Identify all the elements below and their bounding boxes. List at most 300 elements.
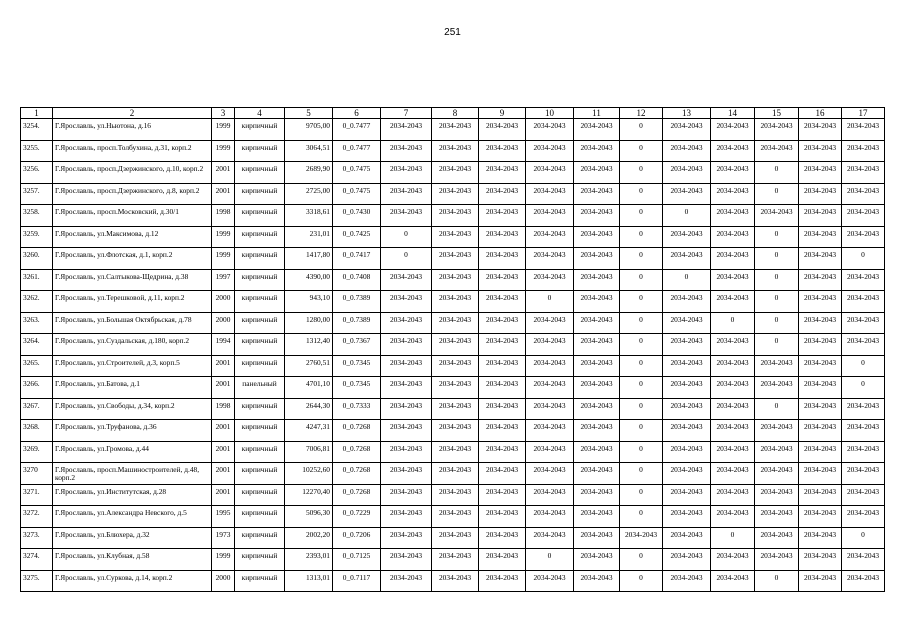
cell-year-built: 1994 <box>212 334 235 356</box>
cell-year-built: 1999 <box>212 226 235 248</box>
cell-period-col-13: 2034-2043 <box>663 291 711 313</box>
cell-period-col-10: 2034-2043 <box>526 527 574 549</box>
cell-row-number: 3262. <box>21 291 53 313</box>
cell-row-number: 3257. <box>21 183 53 205</box>
cell-address: Г.Ярославль, ул.Громова, д.44 <box>53 441 212 463</box>
cell-period-col-12: 0 <box>620 205 663 227</box>
table-row <box>21 420 885 442</box>
cell-period-col-11: 2034-2043 <box>574 334 620 356</box>
table-row <box>21 248 885 270</box>
cell-row-number: 3274. <box>21 549 53 571</box>
cell-period-col-17: 0 <box>842 377 885 399</box>
cell-period-col-11: 2034-2043 <box>574 162 620 184</box>
cell-period-col-14: 2034-2043 <box>711 570 755 592</box>
cell-period-col-16: 2034-2043 <box>799 119 842 141</box>
cell-period-col-13: 2034-2043 <box>663 334 711 356</box>
cell-year-built: 1997 <box>212 269 235 291</box>
cell-address: Г.Ярославль, ул.Терешковой, д.11, корп.2 <box>53 291 212 313</box>
cell-address: Г.Ярославль, ул.Флотская, д.1, корп.2 <box>53 248 212 270</box>
cell-period-col-10: 2034-2043 <box>526 140 574 162</box>
cell-period-col-9: 2034-2043 <box>479 377 526 399</box>
column-header-2: 2 <box>53 108 212 119</box>
cell-period-col-11: 2034-2043 <box>574 570 620 592</box>
cell-period-col-17: 2034-2043 <box>842 506 885 528</box>
cell-period-col-17: 2034-2043 <box>842 226 885 248</box>
table-row <box>21 334 885 356</box>
cell-period-col-16: 2034-2043 <box>799 183 842 205</box>
cell-period-col-15: 2034-2043 <box>755 463 799 485</box>
cell-index-value: 0_0.7417 <box>333 248 381 270</box>
table-body <box>21 119 885 592</box>
cell-row-number: 3267. <box>21 398 53 420</box>
table-row <box>21 441 885 463</box>
cell-year-built: 2001 <box>212 377 235 399</box>
cell-index-value: 0_0.7389 <box>333 291 381 313</box>
cell-period-col-11: 2034-2043 <box>574 248 620 270</box>
cell-period-col-15: 0 <box>755 248 799 270</box>
cell-period-col-12: 0 <box>620 248 663 270</box>
cell-period-col-13: 2034-2043 <box>663 312 711 334</box>
cell-area: 4247,31 <box>285 420 333 442</box>
cell-period-col-10: 2034-2043 <box>526 312 574 334</box>
cell-area: 2393,01 <box>285 549 333 571</box>
cell-wall-material: кирпичный <box>235 140 285 162</box>
column-header-3: 3 <box>212 108 235 119</box>
cell-row-number: 3272. <box>21 506 53 528</box>
cell-period-col-10: 2034-2043 <box>526 463 574 485</box>
cell-period-col-7: 2034-2043 <box>381 205 432 227</box>
cell-period-col-14: 2034-2043 <box>711 119 755 141</box>
cell-address: Г.Ярославль, ул.Суздальская, д.180, корп.2 <box>53 334 212 356</box>
cell-period-col-16: 2034-2043 <box>799 162 842 184</box>
cell-year-built: 1998 <box>212 205 235 227</box>
cell-period-col-16: 2034-2043 <box>799 377 842 399</box>
column-header-15: 15 <box>755 108 799 119</box>
cell-period-col-9: 2034-2043 <box>479 291 526 313</box>
data-table <box>20 107 885 592</box>
cell-index-value: 0_0.7268 <box>333 484 381 506</box>
cell-period-col-15: 2034-2043 <box>755 506 799 528</box>
cell-period-col-13: 2034-2043 <box>663 140 711 162</box>
cell-period-col-12: 0 <box>620 506 663 528</box>
cell-period-col-13: 2034-2043 <box>663 377 711 399</box>
cell-period-col-12: 0 <box>620 463 663 485</box>
cell-period-col-8: 2034-2043 <box>432 549 479 571</box>
page-number: 251 <box>444 27 461 38</box>
cell-period-col-11: 2034-2043 <box>574 420 620 442</box>
cell-period-col-10: 2034-2043 <box>526 269 574 291</box>
cell-period-col-13: 2034-2043 <box>663 463 711 485</box>
column-header-14: 14 <box>711 108 755 119</box>
cell-period-col-11: 2034-2043 <box>574 140 620 162</box>
cell-year-built: 2001 <box>212 463 235 485</box>
cell-year-built: 1999 <box>212 248 235 270</box>
cell-address: Г.Ярославль, ул.Салтыкова-Щедрина, д.38 <box>53 269 212 291</box>
cell-wall-material: кирпичный <box>235 549 285 571</box>
table-row <box>21 377 885 399</box>
cell-period-col-17: 2034-2043 <box>842 420 885 442</box>
table-row <box>21 312 885 334</box>
cell-period-col-10: 0 <box>526 291 574 313</box>
cell-period-col-7: 2034-2043 <box>381 162 432 184</box>
cell-period-col-13: 2034-2043 <box>663 441 711 463</box>
cell-address: Г.Ярославль, ул.Строителей, д.3, корп.5 <box>53 355 212 377</box>
cell-row-number: 3259. <box>21 226 53 248</box>
table-row <box>21 269 885 291</box>
cell-index-value: 0_0.7408 <box>333 269 381 291</box>
cell-period-col-15: 0 <box>755 570 799 592</box>
cell-period-col-12: 0 <box>620 355 663 377</box>
cell-period-col-14: 2034-2043 <box>711 549 755 571</box>
cell-period-col-14: 2034-2043 <box>711 140 755 162</box>
cell-period-col-15: 2034-2043 <box>755 119 799 141</box>
cell-period-col-17: 2034-2043 <box>842 398 885 420</box>
cell-year-built: 2001 <box>212 162 235 184</box>
cell-period-col-12: 0 <box>620 119 663 141</box>
cell-year-built: 2001 <box>212 420 235 442</box>
cell-area: 1312,40 <box>285 334 333 356</box>
cell-year-built: 2001 <box>212 441 235 463</box>
cell-period-col-14: 2034-2043 <box>711 484 755 506</box>
cell-period-col-12: 0 <box>620 334 663 356</box>
cell-period-col-9: 2034-2043 <box>479 398 526 420</box>
cell-year-built: 2000 <box>212 312 235 334</box>
cell-period-col-7: 2034-2043 <box>381 506 432 528</box>
cell-row-number: 3264. <box>21 334 53 356</box>
cell-period-col-11: 2034-2043 <box>574 398 620 420</box>
cell-period-col-9: 2034-2043 <box>479 269 526 291</box>
cell-period-col-12: 0 <box>620 484 663 506</box>
cell-year-built: 1995 <box>212 506 235 528</box>
cell-index-value: 0_0.7477 <box>333 140 381 162</box>
cell-period-col-14: 2034-2043 <box>711 398 755 420</box>
column-header-5: 5 <box>285 108 333 119</box>
cell-index-value: 0_0.7206 <box>333 527 381 549</box>
cell-period-col-15: 0 <box>755 162 799 184</box>
cell-period-col-10: 2034-2043 <box>526 570 574 592</box>
cell-period-col-11: 2034-2043 <box>574 549 620 571</box>
cell-period-col-16: 2034-2043 <box>799 355 842 377</box>
cell-row-number: 3270 <box>21 463 53 485</box>
cell-period-col-9: 2034-2043 <box>479 527 526 549</box>
cell-area: 10252,60 <box>285 463 333 485</box>
cell-wall-material: кирпичный <box>235 312 285 334</box>
cell-year-built: 2001 <box>212 484 235 506</box>
cell-period-col-12: 2034-2043 <box>620 527 663 549</box>
cell-wall-material: кирпичный <box>235 291 285 313</box>
cell-index-value: 0_0.7268 <box>333 463 381 485</box>
cell-period-col-10: 2034-2043 <box>526 183 574 205</box>
cell-period-col-15: 2034-2043 <box>755 140 799 162</box>
cell-row-number: 3256. <box>21 162 53 184</box>
cell-index-value: 0_0.7430 <box>333 205 381 227</box>
cell-period-col-17: 2034-2043 <box>842 291 885 313</box>
cell-period-col-13: 2034-2043 <box>663 506 711 528</box>
cell-period-col-14: 2034-2043 <box>711 377 755 399</box>
cell-wall-material: кирпичный <box>235 527 285 549</box>
cell-period-col-8: 2034-2043 <box>432 226 479 248</box>
cell-period-col-7: 0 <box>381 248 432 270</box>
cell-period-col-16: 2034-2043 <box>799 506 842 528</box>
cell-period-col-17: 2034-2043 <box>842 269 885 291</box>
table-row <box>21 570 885 592</box>
cell-period-col-11: 2034-2043 <box>574 183 620 205</box>
column-header-7: 7 <box>381 108 432 119</box>
cell-period-col-8: 2034-2043 <box>432 312 479 334</box>
cell-year-built: 1999 <box>212 549 235 571</box>
cell-address: Г.Ярославль, ул.Блюхера, д.32 <box>53 527 212 549</box>
cell-index-value: 0_0.7125 <box>333 549 381 571</box>
cell-period-col-13: 2034-2043 <box>663 355 711 377</box>
cell-period-col-16: 2034-2043 <box>799 312 842 334</box>
cell-period-col-17: 0 <box>842 248 885 270</box>
cell-period-col-7: 2034-2043 <box>381 527 432 549</box>
cell-period-col-8: 2034-2043 <box>432 119 479 141</box>
cell-address: Г.Ярославль, просп.Московский, д.30/1 <box>53 205 212 227</box>
cell-period-col-10: 2034-2043 <box>526 205 574 227</box>
cell-period-col-13: 2034-2043 <box>663 119 711 141</box>
cell-period-col-15: 0 <box>755 291 799 313</box>
cell-period-col-11: 2034-2043 <box>574 441 620 463</box>
cell-period-col-13: 2034-2043 <box>663 248 711 270</box>
cell-row-number: 3268. <box>21 420 53 442</box>
table-row <box>21 398 885 420</box>
cell-period-col-9: 2034-2043 <box>479 506 526 528</box>
cell-period-col-7: 2034-2043 <box>381 398 432 420</box>
cell-period-col-14: 2034-2043 <box>711 291 755 313</box>
cell-period-col-16: 2034-2043 <box>799 291 842 313</box>
cell-period-col-16: 2034-2043 <box>799 527 842 549</box>
cell-period-col-7: 2034-2043 <box>381 570 432 592</box>
cell-index-value: 0_0.7268 <box>333 420 381 442</box>
cell-period-col-16: 2034-2043 <box>799 420 842 442</box>
column-header-13: 13 <box>663 108 711 119</box>
cell-row-number: 3258. <box>21 205 53 227</box>
cell-period-col-8: 2034-2043 <box>432 398 479 420</box>
column-header-9: 9 <box>479 108 526 119</box>
cell-period-col-11: 2034-2043 <box>574 119 620 141</box>
cell-year-built: 1999 <box>212 119 235 141</box>
cell-period-col-7: 2034-2043 <box>381 355 432 377</box>
cell-area: 2689,90 <box>285 162 333 184</box>
cell-wall-material: кирпичный <box>235 420 285 442</box>
cell-period-col-17: 2034-2043 <box>842 484 885 506</box>
cell-row-number: 3263. <box>21 312 53 334</box>
cell-wall-material: кирпичный <box>235 441 285 463</box>
cell-wall-material: кирпичный <box>235 570 285 592</box>
cell-period-col-12: 0 <box>620 183 663 205</box>
cell-period-col-9: 2034-2043 <box>479 226 526 248</box>
cell-period-col-16: 2034-2043 <box>799 334 842 356</box>
cell-period-col-16: 2034-2043 <box>799 140 842 162</box>
cell-index-value: 0_0.7367 <box>333 334 381 356</box>
cell-period-col-9: 2034-2043 <box>479 334 526 356</box>
cell-row-number: 3254. <box>21 119 53 141</box>
cell-period-col-17: 2034-2043 <box>842 140 885 162</box>
cell-period-col-11: 2034-2043 <box>574 205 620 227</box>
cell-period-col-8: 2034-2043 <box>432 420 479 442</box>
cell-period-col-12: 0 <box>620 398 663 420</box>
cell-period-col-12: 0 <box>620 162 663 184</box>
cell-period-col-14: 2034-2043 <box>711 162 755 184</box>
cell-period-col-10: 2034-2043 <box>526 484 574 506</box>
cell-period-col-16: 2034-2043 <box>799 248 842 270</box>
cell-period-col-13: 2034-2043 <box>663 549 711 571</box>
cell-period-col-12: 0 <box>620 549 663 571</box>
cell-area: 7006,81 <box>285 441 333 463</box>
cell-area: 2760,51 <box>285 355 333 377</box>
cell-index-value: 0_0.7117 <box>333 570 381 592</box>
cell-period-col-16: 2034-2043 <box>799 398 842 420</box>
cell-period-col-11: 2034-2043 <box>574 312 620 334</box>
cell-period-col-16: 2034-2043 <box>799 549 842 571</box>
cell-period-col-13: 2034-2043 <box>663 484 711 506</box>
cell-period-col-8: 2034-2043 <box>432 570 479 592</box>
cell-index-value: 0_0.7389 <box>333 312 381 334</box>
cell-period-col-14: 2034-2043 <box>711 334 755 356</box>
cell-address: Г.Ярославль, ул.Труфанова, д.36 <box>53 420 212 442</box>
table-row <box>21 183 885 205</box>
column-header-10: 10 <box>526 108 574 119</box>
cell-period-col-13: 2034-2043 <box>663 570 711 592</box>
cell-wall-material: кирпичный <box>235 248 285 270</box>
cell-period-col-17: 2034-2043 <box>842 549 885 571</box>
cell-period-col-16: 2034-2043 <box>799 570 842 592</box>
cell-period-col-7: 2034-2043 <box>381 484 432 506</box>
cell-period-col-8: 2034-2043 <box>432 269 479 291</box>
cell-period-col-17: 2034-2043 <box>842 162 885 184</box>
cell-area: 231,01 <box>285 226 333 248</box>
cell-area: 4701,10 <box>285 377 333 399</box>
cell-address: Г.Ярославль, ул.Клубная, д.58 <box>53 549 212 571</box>
cell-area: 1280,00 <box>285 312 333 334</box>
cell-period-col-10: 2034-2043 <box>526 506 574 528</box>
cell-period-col-14: 0 <box>711 312 755 334</box>
cell-period-col-8: 2034-2043 <box>432 441 479 463</box>
cell-year-built: 2001 <box>212 183 235 205</box>
cell-period-col-8: 2034-2043 <box>432 506 479 528</box>
table-row <box>21 205 885 227</box>
cell-period-col-10: 2034-2043 <box>526 226 574 248</box>
cell-wall-material: кирпичный <box>235 398 285 420</box>
cell-period-col-12: 0 <box>620 312 663 334</box>
cell-period-col-14: 2034-2043 <box>711 463 755 485</box>
cell-period-col-10: 2034-2043 <box>526 334 574 356</box>
cell-year-built: 1998 <box>212 398 235 420</box>
cell-period-col-12: 0 <box>620 441 663 463</box>
cell-area: 2002,20 <box>285 527 333 549</box>
cell-period-col-10: 2034-2043 <box>526 355 574 377</box>
cell-period-col-14: 2034-2043 <box>711 506 755 528</box>
table-row <box>21 162 885 184</box>
cell-period-col-12: 0 <box>620 291 663 313</box>
cell-area: 4390,00 <box>285 269 333 291</box>
cell-address: Г.Ярославль, просп.Машиностроителей, д.48, корп.2 <box>53 463 212 485</box>
cell-period-col-7: 2034-2043 <box>381 291 432 313</box>
column-header-4: 4 <box>235 108 285 119</box>
cell-row-number: 3275. <box>21 570 53 592</box>
cell-index-value: 0_0.7475 <box>333 183 381 205</box>
cell-wall-material: кирпичный <box>235 506 285 528</box>
cell-address: Г.Ярославль, ул.Батова, д.1 <box>53 377 212 399</box>
cell-area: 2644,30 <box>285 398 333 420</box>
cell-period-col-14: 2034-2043 <box>711 183 755 205</box>
cell-wall-material: кирпичный <box>235 119 285 141</box>
column-header-6: 6 <box>333 108 381 119</box>
cell-period-col-9: 2034-2043 <box>479 162 526 184</box>
cell-period-col-11: 2034-2043 <box>574 527 620 549</box>
cell-wall-material: кирпичный <box>235 162 285 184</box>
cell-period-col-14: 2034-2043 <box>711 441 755 463</box>
cell-area: 2725,00 <box>285 183 333 205</box>
cell-period-col-7: 2034-2043 <box>381 441 432 463</box>
cell-wall-material: кирпичный <box>235 484 285 506</box>
cell-period-col-17: 2034-2043 <box>842 463 885 485</box>
cell-period-col-9: 2034-2043 <box>479 248 526 270</box>
cell-period-col-15: 2034-2043 <box>755 377 799 399</box>
cell-period-col-7: 2034-2043 <box>381 312 432 334</box>
cell-period-col-9: 2034-2043 <box>479 205 526 227</box>
cell-address: Г.Ярославль, ул.Александра Невского, д.5 <box>53 506 212 528</box>
cell-row-number: 3273. <box>21 527 53 549</box>
cell-period-col-10: 2034-2043 <box>526 248 574 270</box>
cell-period-col-11: 2034-2043 <box>574 291 620 313</box>
cell-year-built: 2001 <box>212 355 235 377</box>
cell-period-col-17: 2034-2043 <box>842 205 885 227</box>
cell-index-value: 0_0.7345 <box>333 355 381 377</box>
cell-period-col-14: 2034-2043 <box>711 226 755 248</box>
cell-period-col-9: 2034-2043 <box>479 570 526 592</box>
cell-period-col-16: 2034-2043 <box>799 269 842 291</box>
cell-period-col-13: 0 <box>663 269 711 291</box>
table-row <box>21 355 885 377</box>
cell-period-col-7: 2034-2043 <box>381 334 432 356</box>
cell-period-col-10: 0 <box>526 549 574 571</box>
cell-period-col-9: 2034-2043 <box>479 441 526 463</box>
cell-period-col-13: 2034-2043 <box>663 420 711 442</box>
cell-area: 5096,30 <box>285 506 333 528</box>
cell-wall-material: кирпичный <box>235 205 285 227</box>
table-row <box>21 119 885 141</box>
cell-area: 1313,01 <box>285 570 333 592</box>
cell-period-col-7: 2034-2043 <box>381 183 432 205</box>
cell-year-built: 2000 <box>212 570 235 592</box>
cell-period-col-11: 2034-2043 <box>574 506 620 528</box>
cell-row-number: 3265. <box>21 355 53 377</box>
cell-period-col-8: 2034-2043 <box>432 355 479 377</box>
table-row <box>21 549 885 571</box>
cell-period-col-13: 2034-2043 <box>663 527 711 549</box>
cell-year-built: 1973 <box>212 527 235 549</box>
cell-area: 9705,00 <box>285 119 333 141</box>
cell-period-col-14: 2034-2043 <box>711 205 755 227</box>
table-row <box>21 291 885 313</box>
cell-period-col-14: 2034-2043 <box>711 355 755 377</box>
cell-area: 3064,51 <box>285 140 333 162</box>
column-header-1: 1 <box>21 108 53 119</box>
cell-address: Г.Ярославль, ул.Большая Октябрьская, д.78 <box>53 312 212 334</box>
cell-period-col-9: 2034-2043 <box>479 420 526 442</box>
cell-period-col-14: 0 <box>711 527 755 549</box>
cell-period-col-10: 2034-2043 <box>526 398 574 420</box>
cell-period-col-16: 2034-2043 <box>799 205 842 227</box>
cell-period-col-7: 2034-2043 <box>381 140 432 162</box>
cell-wall-material: кирпичный <box>235 355 285 377</box>
cell-period-col-16: 2034-2043 <box>799 441 842 463</box>
cell-period-col-10: 2034-2043 <box>526 162 574 184</box>
cell-index-value: 0_0.7268 <box>333 441 381 463</box>
cell-period-col-15: 0 <box>755 226 799 248</box>
